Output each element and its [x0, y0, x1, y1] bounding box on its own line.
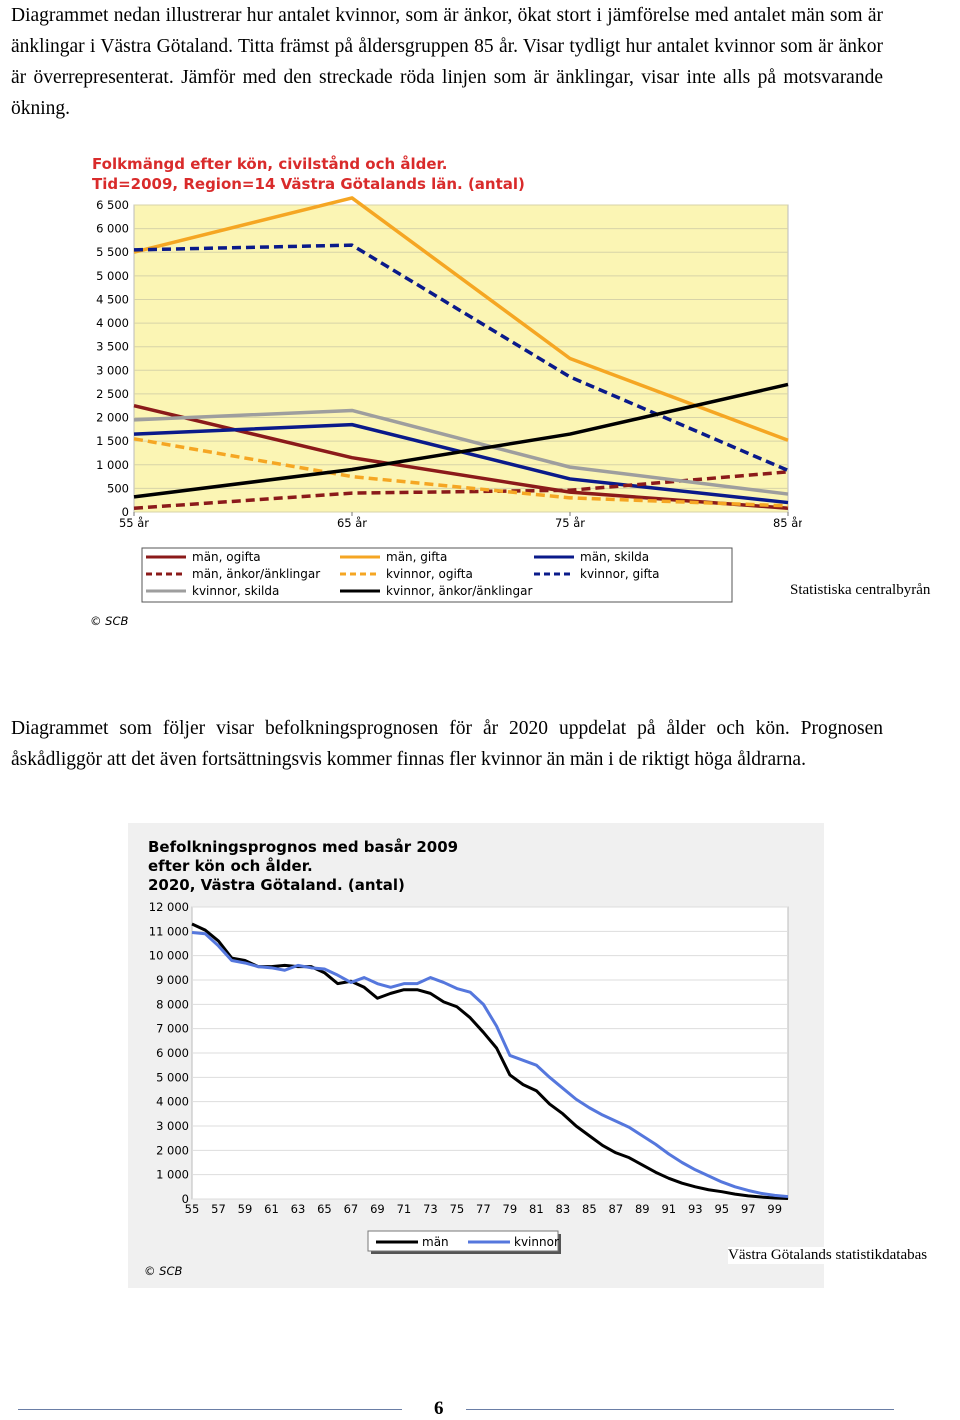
intro-paragraph: Diagrammet nedan illustrerar hur antalet kvinnor, som är änkor, ökat stort i jämförelse med antalet män som är änklingar i Västra Götaland. Titta främst på åldersgruppen 85 år. Visar tydligt hur antalet kvinnor som är änkor är överrepresenterat. Jämför med den streckade röda linjen som är änklingar, visar inte alls på motsvarande ökning. [11, 5, 883, 119]
y-tick-label: 2 000 [96, 410, 129, 425]
y-tick-label: 11 000 [148, 924, 189, 939]
x-tick-label: 61 [264, 1202, 279, 1216]
x-tick-label: 63 [290, 1202, 306, 1216]
legend-label: män, skilda [580, 550, 650, 564]
y-tick-label: 5 000 [96, 268, 129, 283]
y-tick-label: 2 000 [156, 1143, 189, 1158]
x-tick-label: 71 [396, 1202, 412, 1216]
y-tick-label: 4 000 [156, 1094, 189, 1109]
legend-label: kvinnor, gifta [580, 567, 660, 581]
x-tick-label: 83 [555, 1202, 571, 1216]
legend-label: män [422, 1235, 449, 1249]
chart-title: Folkmängd efter kön, civilstånd och ålder. [92, 155, 448, 173]
x-tick-label: 57 [211, 1202, 226, 1216]
y-tick-label: 500 [107, 481, 129, 496]
x-tick-label: 55 år [118, 516, 150, 530]
y-tick-label: 4 500 [96, 292, 129, 307]
chart-befolkningsprognos [128, 823, 824, 1288]
x-tick-label: 85 år [772, 516, 802, 530]
y-tick-label: 3 500 [96, 339, 129, 354]
source-credit-scb: Statistiska centralbyrån [790, 582, 931, 598]
x-tick-label: 73 [423, 1202, 438, 1216]
legend-label: män, gifta [386, 550, 448, 564]
footer-rule-right [466, 1409, 894, 1410]
x-tick-label: 85 [582, 1202, 597, 1216]
chart-folkmangd [82, 145, 802, 635]
x-tick-label: 75 [449, 1202, 465, 1216]
y-tick-label: 1 000 [96, 457, 129, 472]
footer-rule-left [18, 1409, 402, 1410]
y-tick-label: 10 000 [148, 948, 189, 963]
chart-title-line: 2020, Västra Götaland. (antal) [148, 876, 405, 894]
y-tick-label: 1 500 [96, 434, 129, 449]
x-tick-label: 59 [237, 1202, 253, 1216]
y-tick-label: 5 000 [156, 1070, 189, 1085]
y-tick-label: 0 [121, 505, 129, 519]
legend-label: män, ogifta [192, 550, 261, 564]
legend-label: män, änkor/änklingar [192, 567, 321, 581]
y-tick-label: 1 000 [156, 1167, 189, 1182]
x-tick-label: 77 [476, 1202, 491, 1216]
y-tick-label: 6 000 [96, 221, 129, 236]
y-tick-label: 6 500 [96, 198, 129, 212]
plot-area [134, 205, 788, 512]
y-tick-label: 9 000 [156, 973, 189, 987]
x-tick-label: 75 år [554, 516, 586, 530]
x-tick-label: 69 [370, 1202, 385, 1216]
y-tick-label: 5 500 [96, 245, 129, 260]
page-number: 6 [434, 1398, 444, 1419]
chart-title-line: Befolkningsprognos med basår 2009 [148, 838, 459, 856]
x-tick-label: 91 [661, 1202, 677, 1216]
x-tick-label: 87 [608, 1202, 624, 1216]
x-tick-label: 89 [634, 1202, 650, 1216]
copyright-scb: © SCB [90, 614, 129, 628]
legend-label: kvinnor, ogifta [386, 567, 473, 581]
source-credit-vg: Västra Götalands statistikdatabas [728, 1247, 928, 1263]
x-tick-label: 65 [317, 1202, 332, 1216]
chart-subtitle: Tid=2009, Region=14 Västra Götalands län. (antal) [92, 175, 525, 193]
y-tick-label: 7 000 [156, 1021, 189, 1036]
chart-folkmangd-svg [82, 145, 802, 635]
x-tick-label: 65 år [336, 516, 368, 530]
y-tick-label: 2 500 [96, 386, 129, 401]
x-tick-label: 79 [502, 1202, 518, 1216]
y-tick-label: 3 000 [156, 1119, 189, 1133]
x-tick-label: 95 [714, 1202, 730, 1216]
x-tick-label: 55 [184, 1202, 200, 1216]
y-tick-label: 6 000 [156, 1046, 189, 1060]
copyright-scb: © SCB [144, 1264, 183, 1278]
x-tick-label: 99 [767, 1202, 783, 1216]
y-tick-label: 8 000 [156, 997, 189, 1012]
chart-title-line: efter kön och ålder. [148, 857, 313, 875]
y-tick-label: 12 000 [148, 900, 189, 914]
legend-label: kvinnor, skilda [192, 584, 280, 598]
x-tick-label: 67 [343, 1202, 359, 1216]
y-tick-label: 0 [181, 1192, 189, 1206]
x-tick-label: 81 [529, 1202, 544, 1216]
chart-befolkningsprognos-svg [128, 823, 824, 1288]
x-tick-label: 97 [740, 1202, 756, 1216]
y-tick-label: 4 000 [96, 316, 129, 331]
legend-label: kvinnor [514, 1235, 559, 1249]
x-tick-label: 93 [687, 1202, 703, 1216]
legend-label: kvinnor, änkor/änklingar [386, 584, 533, 598]
forecast-paragraph: Diagrammet som följer visar befolkningsprognosen för år 2020 uppdelat på ålder och kön. Prognosen åskådliggör att det även fortsättningsvis kommer finnas fler kvinnor än män i de riktigt höga åldrarna. [11, 718, 883, 770]
y-tick-label: 3 000 [96, 363, 129, 378]
